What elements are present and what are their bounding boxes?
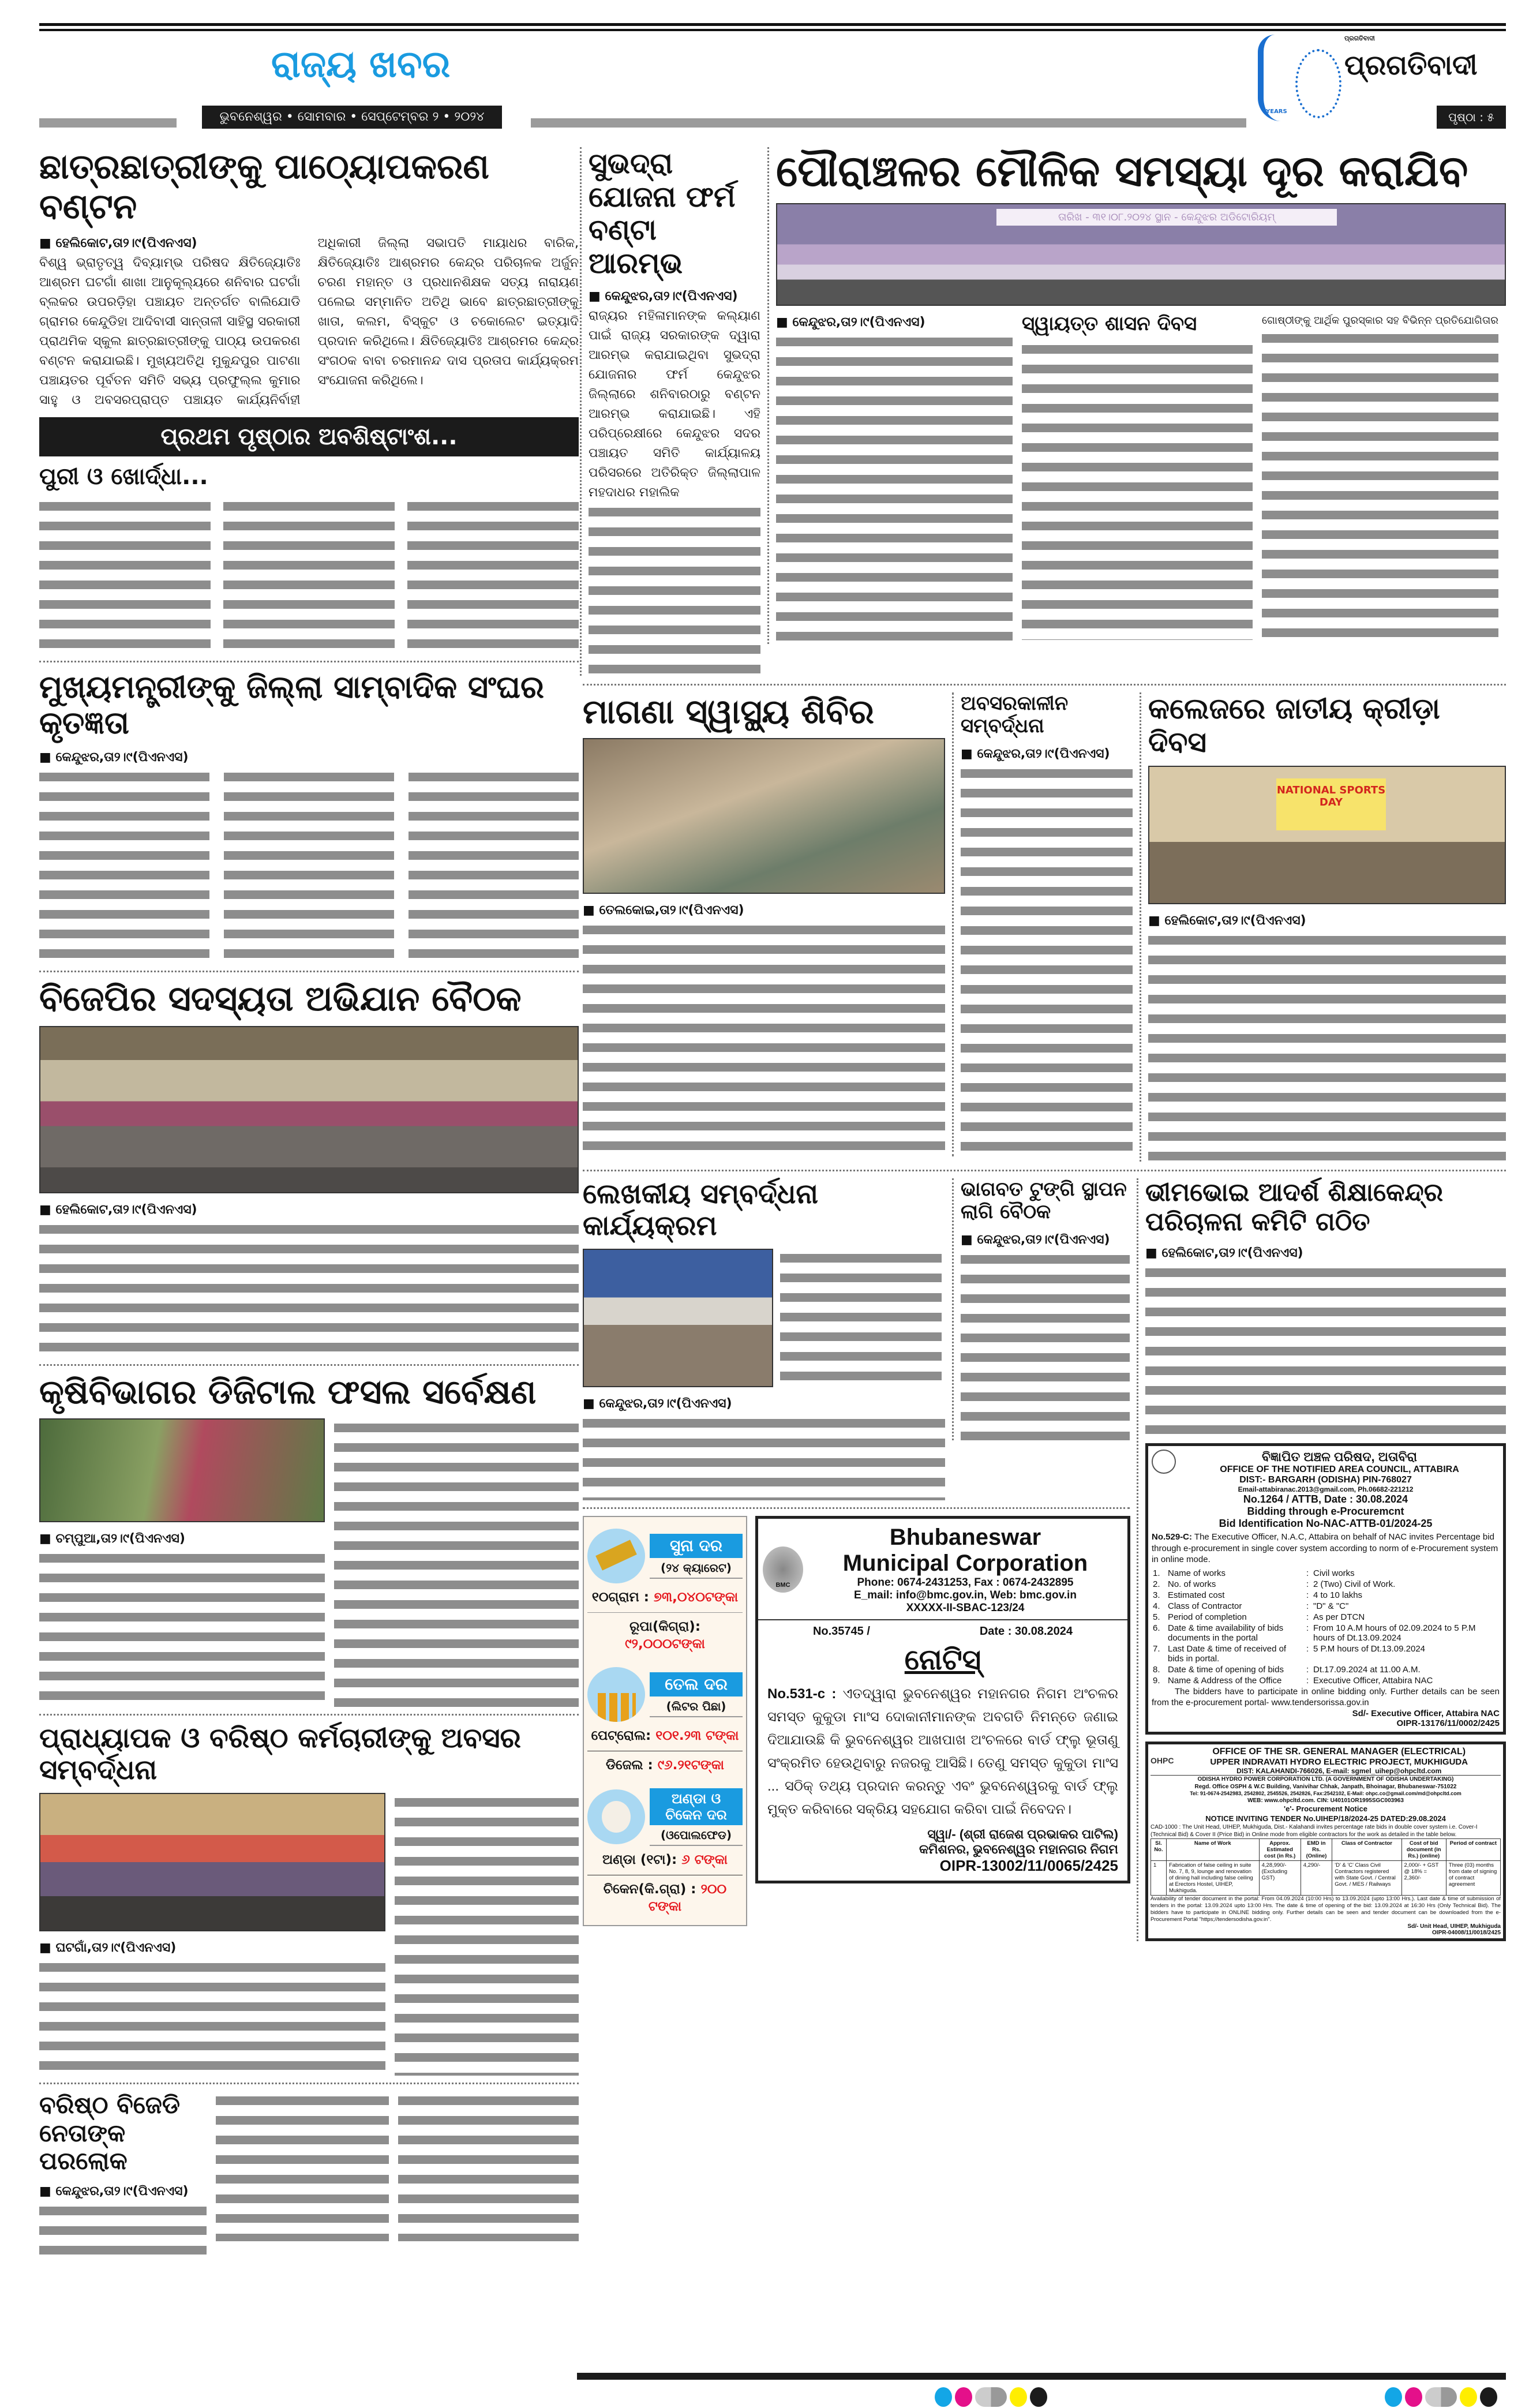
article-12-photo (39, 1418, 325, 1522)
bmc-logo-text: BMC (775, 1582, 790, 1589)
nac-item-number: 8. (1153, 1664, 1160, 1675)
article-9-dateline: ■ କେନ୍ଦୁଝର,ତା୨।୯(ପିଏନଏସ) (583, 1396, 732, 1411)
egg-value: ୬ ଟଙ୍କା (681, 1852, 728, 1867)
bmc-phone: Phone: 0674-2431253, Fax : 0674-2432895 (857, 1576, 1074, 1589)
fuel-pump-icon (587, 1667, 645, 1722)
paper-name-small: ପ୍ରଗତିବାଦୀ (1344, 35, 1375, 42)
article-7-photo (1148, 766, 1506, 904)
nac-oipr: OIPR-13176/11/0002/2425 (1396, 1718, 1500, 1728)
sports-day-banner: NATIONAL SPORTS DAY (1276, 778, 1386, 830)
nac-item-number: 9. (1153, 1675, 1160, 1686)
article-9-text-right (780, 1249, 942, 1386)
separator: : (1306, 1612, 1309, 1622)
bmc-oipr: OIPR-13002/11/0065/2425 (939, 1857, 1118, 1875)
article-5-dateline: ■ ତେଲକୋଇ,ତା୨।୯(ପିଏନଏସ) (583, 902, 744, 917)
puri-khordha-heading: ପୁରୀ ଓ ଖୋର୍ଦ୍ଧା... (39, 463, 208, 490)
oil-rate-sub: (ଲିଟର ପିଛା) (650, 1697, 743, 1717)
article-2-body (589, 287, 760, 676)
separator: : (1306, 1590, 1309, 1600)
nac-number: No.1264 / ATTB, Date : 30.08.2024 (1243, 1493, 1408, 1506)
headline-article-4: ମୁଖ୍ୟମନ୍ତ୍ରୀଙ୍କୁ ଜିଲ୍ଲା ସାମ୍ବାଦିକ ସଂଘର କୃତଜ୍ଞତା (39, 669, 544, 742)
article-12 (39, 1364, 579, 1707)
bmc-email: E_mail: info@bmc.gov.in, Web: bmc.gov.in (854, 1589, 1077, 1602)
headline-article-9: ଲେଖକୀୟ ସମ୍ବର୍ଦ୍ଧନା କାର୍ଯ୍ୟକ୍ରମ (583, 1178, 819, 1242)
headline-article-3: ପୌରାଞ୍ଚଳର ମୌଳିକ ସମସ୍ୟା ଦୂର କରାଯିବ (776, 147, 1468, 196)
nac-bid-id: Bid Identification No-NAC-ATTB-01/2024-25 (1219, 1518, 1433, 1530)
ohpc-title-1: OFFICE OF THE SR. GENERAL MANAGER (ELECTRICAL) (1212, 1746, 1466, 1757)
chicken-egg-icon (587, 1789, 645, 1844)
article-13 (39, 1714, 579, 2076)
article-1-body (39, 234, 579, 410)
ohpc-signature: Sd/- Unit Head, UIHEP, Mukhiguda (1407, 1923, 1501, 1930)
headline-article-6: ଅବସରକାଳୀନ ସମ୍ବର୍ଦ୍ଧନା (961, 692, 1069, 738)
headline-article-12: କୃଷିବିଭାଗର ଡିଜିଟାଲ ଫସଲ ସର୍ବେକ୍ଷଣ (39, 1372, 537, 1412)
nac-item-label: Name of works (1168, 1568, 1226, 1578)
nac-item-label: Period of completion (1168, 1612, 1247, 1622)
page-number: ପୃଷ୍ଠା : ୫ (1437, 106, 1506, 129)
egg-chicken-rate-title: ଅଣ୍ଡା ଓ ଚିକେନ ଦର (650, 1788, 743, 1825)
nac-item-value: Dt.17.09.2024 at 11.00 A.M. (1313, 1664, 1421, 1675)
article-5-body (583, 901, 945, 1151)
nac-item-number: 4. (1153, 1601, 1160, 1611)
nac-item-row (1152, 1643, 1500, 1664)
table-row (1151, 1861, 1501, 1896)
headline-article-10: ଭାଗବତ ଟୁଙ୍ଗି ସ୍ଥାପନ ଲାଗି ବୈଠକ (961, 1178, 1127, 1224)
article-9-photo (583, 1249, 773, 1387)
separator: : (1306, 1623, 1309, 1633)
article-7-text (1148, 931, 1506, 1162)
puri-body-text-3 (407, 497, 579, 654)
separator: : (1306, 1568, 1309, 1578)
separator: : (1306, 1579, 1309, 1589)
ohpc-column-header: EMD in Rs. (Online) (1301, 1839, 1332, 1861)
bmc-designation: କମିଶନର, ଭୁବନେଶ୍ୱର ମହାନଗର ନିଗମ (919, 1842, 1118, 1857)
nac-bidding: Bidding through e-Procuremcnt (1247, 1506, 1404, 1518)
silver-label: ରୂପା(କିଗ୍ରା): (629, 1619, 701, 1635)
article-9-body (583, 1394, 945, 1500)
nac-item-label: No. of works (1168, 1579, 1216, 1589)
bmc-title-2: Municipal Corporation (842, 1551, 1088, 1576)
nac-item-label: Date & time of opening of bids (1168, 1664, 1284, 1675)
ohpc-footer: Availability of tender document in the portal: From 04.09.2024 (10:00 Hrs) to 13.09.2024 (upto 13:00 Hrs.). Last date & time of submission of tenders in the portal: 13.09.2024 upto 13:00 Hrs. The date & time of opening of the bid: 13.09.2024 at 16:30 Hrs (Only Technical Bid). The bidders have to participate in ONLINE bidding only. Further details can be seen and tender document can be downloaded from the e-Procurement Portal "https;//tendersodisha.gov.in". (1151, 1896, 1501, 1923)
article-12-text (39, 1549, 325, 1705)
article-13-photo (39, 1793, 385, 1931)
article-9 (583, 1178, 952, 1500)
nac-intro-number: No.529-C: (1152, 1532, 1193, 1542)
nac-title: OFFICE OF THE NOTIFIED AREA COUNCIL, ATTABIRA (1220, 1465, 1459, 1475)
odisha-emblem-icon (1152, 1450, 1176, 1474)
nac-item-row (1152, 1675, 1500, 1686)
article-7-body (1148, 911, 1506, 1162)
nac-item-value: As per DTCN (1313, 1612, 1365, 1622)
ohpc-cell: 2,000/- + GST @ 18% = 2,360/- (1401, 1861, 1446, 1896)
separator: : (1306, 1601, 1309, 1611)
nac-item-number: 6. (1153, 1623, 1160, 1633)
bmc-date: Date : 30.08.2024 (979, 1625, 1073, 1638)
nac-item-number: 7. (1153, 1643, 1160, 1654)
rates-box (583, 1516, 747, 1926)
article-3-dateline: ■ କେନ୍ଦୁଝର,ତା୨।୯(ପିଏନଏସ) (776, 315, 925, 330)
article-11-dateline: ■ ହେଲିକୋଟ,ତା୨।୯(ପିଏନଏସ) (1145, 1246, 1303, 1261)
chicken-label: ଚିକେନ(କି.ଗ୍ରା) : (603, 1881, 696, 1897)
ohpc-tender-notice (1145, 1742, 1506, 1941)
ohpc-cell: 4,28,990/- (Excluding GST) (1259, 1861, 1301, 1896)
separator: : (1306, 1675, 1309, 1686)
nac-item-row (1152, 1601, 1500, 1612)
article-12-text-right (334, 1418, 579, 1707)
bmc-notice-number: No.531-c : (767, 1686, 837, 1702)
puri-body-text-2 (223, 497, 395, 654)
article-7-dateline: ■ ହେଲିକୋଟ,ତା୨।୯(ପିଏନଏସ) (1148, 913, 1306, 928)
article-8 (39, 971, 579, 1357)
nac-footer: The bidders have to participate in online bidding only. Further details can be seen from the e-procurement portal- www.tendersorissa.gov.in (1152, 1686, 1500, 1708)
ohpc-title-2: UPPER INDRAVATI HYDRO ELECTRIC PROJECT, MUKHIGUDA (1210, 1757, 1468, 1767)
ohpc-cell: 'D' & 'C' Class Civil Contractors registered with State Govt. / Central Govt. / MES / Railways (1332, 1861, 1401, 1896)
gold-rate-title: ସୁନା ଦର (650, 1534, 743, 1558)
nac-item-number: 2. (1153, 1579, 1160, 1589)
nac-item-value: From 10 A.M hours of 02.09.2024 to 5 P.M hours of Dt.13.09.2024 (1313, 1623, 1476, 1643)
paper-name: ପ୍ରଗତିବାଦୀ (1344, 49, 1478, 81)
ohpc-logo: OHPC (1151, 1756, 1174, 1766)
nac-district: DIST:- BARGARH (ODISHA) PIN-768027 (1239, 1475, 1412, 1485)
bmc-title-1: Bhubaneswar (889, 1525, 1041, 1551)
article-14-text (39, 2201, 207, 2259)
article-3-photo (776, 203, 1506, 306)
headline-article-5: ମାଗଣା ସ୍ୱାସ୍ଥ୍ୟ ଶିବିର (583, 692, 874, 731)
headline-article-11: ଭୀମଭୋଇ ଆଦର୍ଶ ଶିକ୍ଷାକେନ୍ଦ୍ର ପରିଚାଳନା କମିଟି ଗଠିତ (1145, 1178, 1444, 1237)
grey-bar-right (531, 118, 1246, 128)
gold-bar-icon (587, 1529, 645, 1583)
bmc-logo-icon (763, 1546, 803, 1593)
article-9-text (583, 1414, 945, 1500)
article-3-text-col2 (1022, 340, 1253, 640)
ohpc-cell: Fabrication of false ceiling in suite No. 7, 8, 9, lounge and renovation of dining hall including false ceiling at Erectors Hostel, UIHEP, Mukhiguda. (1166, 1861, 1259, 1896)
article-10 (952, 1178, 1130, 1440)
article-14-body (39, 2182, 207, 2259)
nac-item-value: 5 P.M hours of Dt.13.09.2024 (1313, 1643, 1426, 1654)
article-6-text (961, 764, 1133, 1156)
article-3-col3 (1262, 313, 1498, 641)
ohpc-cell: 4,290/- (1301, 1861, 1332, 1896)
top-rule (39, 23, 1506, 26)
egg-label: ଅଣ୍ଡା (୧ଟା): (602, 1852, 677, 1867)
gold-value: ୭୩,୦୪୦ଟଙ୍କା (653, 1590, 739, 1605)
article-3 (767, 147, 1506, 644)
nac-item-row (1152, 1664, 1500, 1675)
ohpc-tel: Tel: 91-0674-2542983, 2542802, 2545526, 2542826, Fax:2542102, E-Mail: ohpc.co@gmail.com/md@ohpcltd.com (1190, 1790, 1461, 1796)
article-14 (39, 2083, 579, 2259)
nac-item-number: 1. (1153, 1568, 1160, 1578)
article-12-body (39, 1529, 325, 1705)
article-11-body (1145, 1244, 1506, 1436)
nac-email: Email-attabiranac.2013@gmail.com, Ph.06682-221212 (1238, 1485, 1414, 1494)
ohpc-intro: CAD-1000 : The Unit Head, UIHEP, Mukhiguda, Dist.- Kalahandi invites percentage rate bids in double cover system i.e. Cover-I (Technical Bid) & Cover II (Price Bid) in Online mode from eligible contractors for the work as detailed in the table below. (1151, 1824, 1478, 1838)
article-10-body (961, 1230, 1130, 1440)
right-area (580, 147, 1506, 1941)
puri-body-text (39, 497, 211, 654)
article-10-text (961, 1250, 1130, 1440)
bmc-ref: XXXXX-II-SBAC-123/24 (906, 1602, 1025, 1615)
nac-item-label: Name & Address of the Office (1168, 1675, 1282, 1686)
article-8-body (39, 1200, 579, 1357)
nac-item-value: "D" & "C" (1313, 1601, 1349, 1611)
bmc-notice-body: ଏତଦ୍ୱାରା ଭୁବନେଶ୍ୱର ମହାନଗର ନିଗମ ଅଂଚଳର ସମସ୍ତ କୁକୁଡା ମାଂସ ଦୋକାନୀମାନଙ୍କ ଅବଗତି ନିମନ୍ତେ ଜଣାଇ ଦିଆଯାଉଛି କି ଭୁବନେଶ୍ୱର ଆଖପାଖ ଅଂଚଳରେ ବାର୍ଡ ଫ୍ଲୁ ଭୂତାଣୁ ସଂକ୍ରମିତ ହେଉଥିବାରୁ ନଜରକୁ ଆସିଛି। ତେଣୁ ସମସ୍ତ କୁକୁଡା ମାଂସ ... ସଠିକ୍ ତଥ୍ୟ ପ୍ରଦାନ କରନ୍ତୁ ଏବଂ ଭୁବନେଶ୍ୱରକୁ ବାର୍ଡ ଫ୍ଲୁ ମୁକ୍ତ କରିବାରେ ସକ୍ରିୟ ସହଯୋଗ କରିବା ପାଇଁ ନିବେଦନ। (767, 1686, 1119, 1818)
nac-signature: Sd/- Executive Officer, Attabira NAC (1352, 1708, 1500, 1718)
nac-item-row (1152, 1590, 1500, 1601)
headline-article-14: ବରିଷ୍ଠ ବିଜେଡି ନେତାଙ୍କ ପରଲୋକ (39, 2091, 180, 2175)
nac-item-number: 3. (1153, 1590, 1160, 1600)
petrol-label: ପେଟ୍ରୋଲ: (591, 1728, 651, 1744)
nac-item-value: 4 to 10 lakhs (1313, 1590, 1363, 1600)
article-5-text (583, 920, 945, 1151)
article-2-text: ରାଜ୍ୟର ମହିଳାମାନଙ୍କ କଲ୍ୟାଣ ପାଇଁ ରାଜ୍ୟ ସରକାରଙ୍କ ଦ୍ୱାରା ଆରମ୍ଭ କରାଯାଇଥିବା ସୁଭଦ୍ରା ଯୋଜନାର ଫର୍ମ କେନ୍ଦୁଝର ଜିଲ୍ଲାରେ ଶନିବାରଠାରୁ ବଣ୍ଟନ ଆରମ୍ଭ କରାଯାଇଛି। ଏହି ପରିପ୍ରେକ୍ଷୀରେ କେନ୍ଦୁଝର ସଦର ପଞ୍ଚାୟତ ସମିତି କାର୍ଯ୍ୟାଳୟ ପରିସରରେ ଅତିରିକ୍ତ ଜିଲ୍ଲାପାଳ ମହଦାଧର ମହାଲିକ (589, 309, 760, 500)
article-7 (1140, 692, 1506, 1162)
ohpc-corp: ODISHA HYDRO POWER CORPORATION LTD. (A GOVERNMENT OF ODISHA UNDERTAKING) (1197, 1776, 1454, 1782)
left-column (39, 147, 579, 2259)
nac-items-table (1152, 1568, 1500, 1686)
ohpc-table (1151, 1838, 1501, 1896)
continued-banner: ପ୍ରଥମ ପୃଷ୍ଠାର ଅବଶିଷ୍ଟାଂଶ... (39, 417, 579, 456)
nac-tender-notice (1145, 1443, 1506, 1735)
oil-rate-title: ତେଲ ଦର (650, 1672, 743, 1697)
article-2-text-more (589, 503, 760, 676)
nac-item-number: 5. (1153, 1612, 1160, 1622)
article-8-photo (39, 1026, 579, 1193)
article-2-dateline: ■ କେନ୍ଦୁଝର,ତା୨।୯(ପିଏନଏସ) (589, 289, 738, 304)
nac-item-row (1152, 1623, 1500, 1643)
article-13-text-right (395, 1793, 579, 2076)
section-title: ରାଜ୍ୟ ଖବର (271, 43, 451, 86)
article-1-dateline: ■ ହେଲିକୋଟ,ତା୨।୯(ପିଏନଏସ) (39, 236, 197, 250)
nac-item-label: Date & time availability of bids documents in the portal (1168, 1623, 1284, 1643)
diesel-value: ୯୬.୨୧ଟଙ୍କା (657, 1757, 724, 1773)
article-13-body (39, 1938, 385, 2073)
headline-article-1: ଛାତ୍ରଛାତ୍ରୀଙ୍କୁ ପାଠ୍ୟୋପକରଣ ବଣ୍ଟନ (39, 147, 489, 227)
ohpc-nit: NOTICE INVITING TENDER No.UIHEP/18/2024-25 DATED:29.08.2024 (1205, 1814, 1446, 1823)
nac-item-value: Civil works (1313, 1568, 1355, 1578)
dateline-bar: ଭୁବନେଶ୍ୱର • ସୋମବାର • ସେପ୍ଟେମ୍ବର ୨ • ୨୦୨୪ (202, 106, 502, 129)
ohpc-column-header: Name of Work (1166, 1839, 1259, 1861)
photo-banner-text: ତାରିଖ - ୩୧।୦୮.୨୦୨୪ ସ୍ଥାନ - କେନ୍ଦୁଝର ଅଡିଟୋରିୟମ୍ (996, 209, 1337, 226)
ohpc-column-header: Class of Contractor (1332, 1839, 1401, 1861)
separator: : (1306, 1643, 1309, 1654)
article-3-body (776, 313, 1013, 644)
bmc-number: No.35745 / (812, 1625, 870, 1638)
seal-icon (1295, 49, 1341, 118)
gold-rate-sub: (୨୪ କ୍ୟାରେଟ) (650, 1558, 743, 1579)
nac-item-label: Class of Contractor (1168, 1601, 1242, 1611)
article-10-dateline: ■ କେନ୍ଦୁଝର,ତା୨।୯(ପିଏନଏସ) (961, 1233, 1110, 1248)
article-8-dateline: ■ ହେଲିକୋଟ,ତା୨।୯(ପିଏନଏସ) (39, 1203, 197, 1218)
article-5 (583, 692, 952, 1151)
headline-article-2: ସୁଭଦ୍ରା ଯୋଜନା ଫର୍ମ ବଣ୍ଟା ଆରମ୍ଭ (589, 147, 736, 280)
article-6 (952, 692, 1140, 1156)
nac-intro: The Executive Officer, N.A.C, Attabira on behalf of NAC invites Percentage bid through e-procurement in single cover system according to norm of e-Procurement system in online mode. (1152, 1532, 1498, 1565)
diesel-label: ଡିଜେଲ : (606, 1757, 653, 1773)
bmc-signature: ସ୍ୱା/- (ଶ୍ରୀ ରାଜେଶ ପ୍ରଭାକର ପାଟିଲ) (927, 1827, 1118, 1842)
bottom-rule (577, 2373, 1506, 2380)
ohpc-web: WEB: www.ohpcltd.com. CIN: U40101OR1995SGC003963 (1247, 1797, 1404, 1804)
separator: : (1306, 1664, 1309, 1675)
article-1-text: ବିଶ୍ୱ ଭ୍ରାତୃତ୍ୱ ଦିବ୍ୟାମ୍ଭ ପରିଷଦ କ୍ଷିତିଜ୍ୟୋତିଃ ଆଶ୍ରମ ଘଟଗାଁ ଶାଖା ଆନୁକୂଲ୍ୟରେ ଶନିବାର ଘଟଗାଁ ବ୍ଲକର ଉପରଡ଼ିହା ପଞ୍ଚାୟତ ଅନ୍ତର୍ଗତ ବାଲିଯୋଡି ଗ୍ରାମର କେନ୍ଦୁଡିହା ଆଦିବାସୀ ସାନ୍ତାଳୀ ସାହିସ୍ଥ ସରକାରୀ ପ୍ରାଥମିକ ସ୍କୁଲ ଛାତ୍ରଛାତ୍ରୀଙ୍କୁ ପାଠ୍ୟ ଉପକରଣ ବଣ୍ଟନ କରାଯାଇଛି। ମୁଖ୍ୟଅତିଥି ମୁକୁନ୍ଦପୁର ପାଟଣା ପଞ୍ଚାୟତର ପୂର୍ବତନ ସମିତି ସଭ୍ୟ ପ୍ରଫୁଲ୍ଲ କୁମାର ସାହୁ ଓ ଅବସରପ୍ରାପ୍ତ ପଞ୍ଚାୟତ କାର୍ଯ୍ୟନିର୍ବାହୀ ଅଧିକାରୀ ଜିଲ୍ଲା ସଭାପତି ମାୟାଧର ବାରିକ, କ୍ଷିତିଜ୍ୟୋତିଃ ଆଶ୍ରମର କେନ୍ଦ୍ର ପରିଚାଳକ ଅର୍ଜୁନ ଚରଣ ମହାନ୍ତ ଓ ପ୍ରଧାନଶିକ୍ଷକ ସତ୍ୟ ନାରାୟଣ ପଲେଇ ସମ୍ମାନିତ ଅତିଥି ଭାବେ ଛାତ୍ରଛାତ୍ରୀଙ୍କୁ ଖାତା, କଲମ, ବିସ୍କୁଟ ଓ ଚକୋଲେଟ ଇତ୍ୟାଦି ପ୍ରଦାନ କରିଥିଲେ। କ୍ଷିତିଜ୍ୟୋତିଃ ଆଶ୍ରମର କେନ୍ଦ୍ର ସଂଗଠକ ବାବା ଚରମାନନ୍ଦ ଦାସ ପ୍ରତାପ କାର୍ଯ୍ୟକ୍ରମ ସଂଯୋଜନା କରିଥିଲେ। (39, 236, 579, 407)
nac-item-row (1152, 1568, 1500, 1579)
bmc-notice-title: ନୋଟିସ୍ (904, 1643, 981, 1676)
article-5-photo (583, 738, 945, 894)
ohpc-district: DIST: KALAHANDI-766026, E-mail: sgmel_uihep@ohpcltd.com (1236, 1766, 1442, 1775)
nac-item-row (1152, 1579, 1500, 1590)
article-14-text-col3 (398, 2091, 579, 2241)
ohpc-cell: 1 (1151, 1861, 1167, 1896)
bmc-notice (755, 1516, 1130, 1883)
silver-value: ୯୨,୦୦୦ଟଙ୍କା (625, 1636, 705, 1652)
ohpc-column-header: Approx. Estimated cost (in Rs.) (1259, 1839, 1301, 1861)
chicken-value: ୨୦୦ ଟଙ୍କା (648, 1881, 727, 1914)
article-13-text (39, 1958, 385, 2073)
top-rule-2 (39, 29, 1506, 31)
article-3-subhead: ସ୍ୱାୟତ୍ତ ଶାସନ ଦିବସ (1022, 312, 1197, 336)
nac-item-label: Last Date & time of received of bids in portal. (1168, 1643, 1287, 1664)
article-3-text-col3 (1262, 329, 1498, 641)
gold-label: ୧୦ଗ୍ରାମ : (591, 1590, 649, 1605)
ohpc-column-header: Cost of bid document (in Rs.) (online) (1401, 1839, 1446, 1861)
nac-item-value: Executive Officer, Attabira NAC (1313, 1675, 1433, 1686)
article-11-text (1145, 1263, 1506, 1436)
article-4-body (39, 748, 579, 964)
ohpc-column-header: Period of contract (1446, 1839, 1500, 1861)
article-4-text (39, 767, 579, 964)
ohpc-cell: Three (03) months from date of signing of contract agreement (1446, 1861, 1500, 1896)
headline-article-7: କଲେଜରେ ଜାତୀୟ କ୍ରୀଡ଼ା ଦିବସ (1148, 692, 1440, 759)
nac-item-row (1152, 1612, 1500, 1623)
article-6-body (961, 744, 1133, 1156)
grey-bar-left (39, 118, 177, 128)
nac-item-label: Estimated cost (1168, 1590, 1225, 1600)
article-14-dateline: ■ କେନ୍ଦୁଝର,ତା୨।୯(ପିଏନଏସ) (39, 2184, 189, 2199)
nac-item-value: 2 (Two) Civil of Work. (1313, 1579, 1396, 1589)
nac-title-odia: ବିଜ୍ଞାପିତ ଅଞ୍ଚଳ ପରିଷଦ, ଅତାବିରା (1261, 1450, 1418, 1465)
ohpc-oipr: OIPR-04008/11/0018/2425 (1432, 1929, 1501, 1936)
article-8-text (39, 1220, 579, 1357)
article-3-text (776, 332, 1013, 644)
ohpc-column-header: Sl. No. (1151, 1839, 1167, 1861)
article-11 (1145, 1178, 1506, 1436)
ohpc-eproc: 'e'- Procurement Notice (1284, 1804, 1367, 1814)
article-4 (39, 661, 579, 964)
article-12-dateline: ■ ଚମ୍ପୁଆ,ତା୨।୯(ପିଏନଏସ) (39, 1531, 185, 1546)
article-6-dateline: ■ କେନ୍ଦୁଝର,ତା୨।୯(ପିଏନଏସ) (961, 747, 1110, 762)
years-label: YEARS (1266, 108, 1287, 115)
article-13-dateline: ■ ଘଟଗାଁ,ତା୨।୯(ପିଏନଏସ) (39, 1941, 177, 1956)
egg-rate-sub: (ଓପୋଲଫେଡ) (650, 1825, 743, 1846)
ohpc-regd: Regd. Office OSPH & W.C Building, Vanivihar Chhak, Janpath, Bhoinagar, Bhubaneswar-751022 (1194, 1783, 1457, 1790)
petrol-value: ୧୦୧.୨୩ ଟଙ୍କା (655, 1728, 739, 1744)
headline-article-8: ବିଜେପିର ସଦସ୍ୟତା ଅଭିଯାନ ବୈଠକ (39, 979, 522, 1020)
article-2 (580, 147, 767, 676)
headline-article-13: ପ୍ରାଧ୍ୟାପକ ଓ ବରିଷ୍ଠ କର୍ମଚାରୀଙ୍କୁ ଅବସର ସମ୍ବର୍ଦ୍ଧନା (39, 1721, 521, 1787)
article-4-dateline: ■ କେନ୍ଦୁଝର,ତା୨।୯(ପିଏନଏସ) (39, 750, 189, 765)
article-3-text-right: ଗୋଷ୍ଠୀଙ୍କୁ ଆର୍ଥିକ ପୁରସ୍କାର ସହ ବିଭିନ୍ନ ପ୍ରତିଯୋଗିତାର (1262, 314, 1498, 327)
article-14-text-col2 (216, 2091, 389, 2241)
